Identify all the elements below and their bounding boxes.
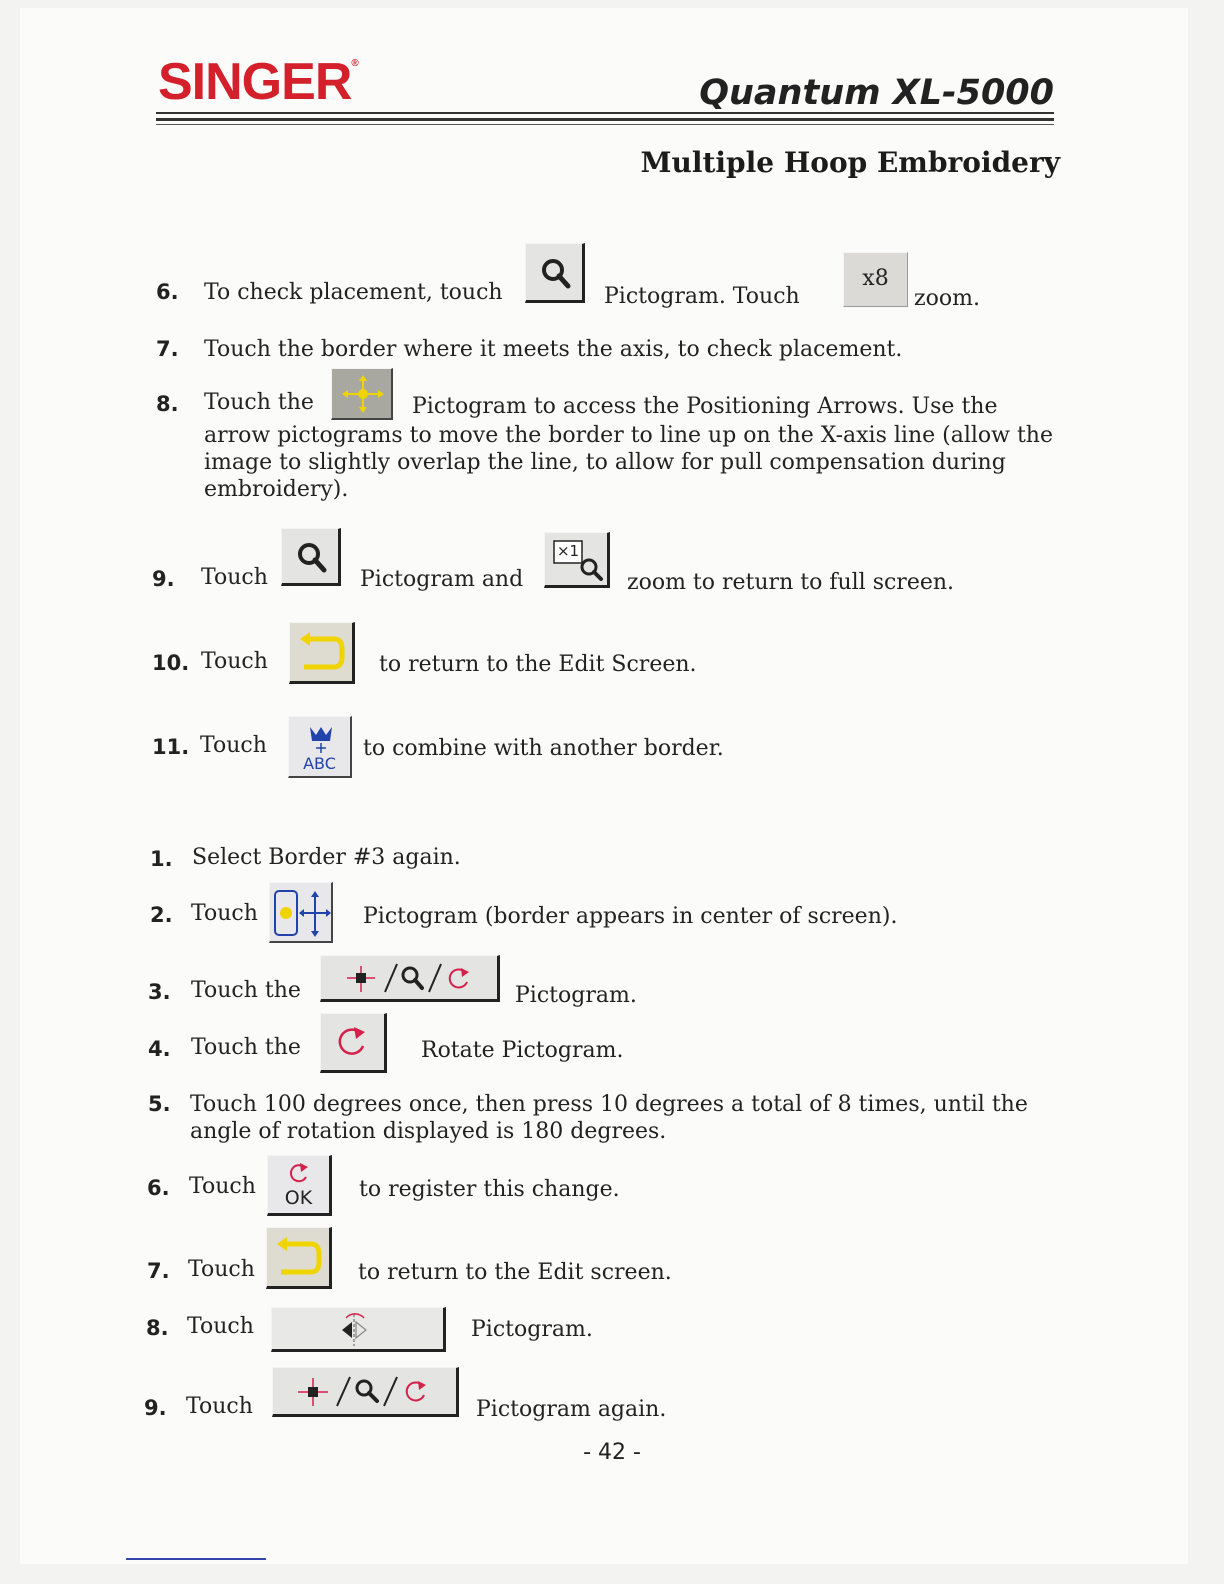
step-number: 7.	[147, 1259, 170, 1283]
step-number: 5.	[148, 1092, 171, 1116]
rotate-ok-icon[interactable]: OK	[267, 1155, 332, 1216]
section-title: Multiple Hoop Embroidery	[640, 146, 1060, 179]
positioning-arrows-icon[interactable]	[331, 368, 393, 420]
step-text: Select Border #3 again.	[192, 845, 461, 870]
step-text: Pictogram to access the Positioning Arrows. Use the	[412, 394, 998, 419]
step-text: Pictogram.	[515, 983, 637, 1008]
center-border-icon[interactable]	[269, 882, 333, 943]
step-text: Touch the	[191, 978, 301, 1003]
step-text: to return to the Edit screen.	[358, 1260, 672, 1285]
step-text: Touch 100 degrees once, then press 10 degrees a total of 8 times, until the angle of rotation displayed is 180 degrees.	[190, 1092, 1028, 1144]
step-text: Touch the	[191, 1035, 301, 1060]
step-number: 1.	[150, 847, 173, 871]
step-text: Pictogram (border appears in center of screen).	[363, 904, 898, 929]
step-number: 9.	[152, 567, 175, 591]
step-number: 7.	[156, 337, 179, 361]
step-text: zoom to return to full screen.	[627, 570, 955, 595]
zoom-x8-button[interactable]: x8	[843, 252, 908, 307]
step-text: Pictogram. Touch	[604, 284, 800, 309]
step-text: Touch the	[204, 390, 314, 415]
step-text: Touch the border where it meets the axis, to check placement.	[204, 337, 903, 362]
zoom-magnifier-icon[interactable]	[525, 243, 585, 303]
model-name: Quantum XL-5000	[699, 73, 1054, 113]
step-number: 3.	[148, 980, 171, 1004]
step-text: arrow pictograms to move the border to line up on the X-axis line (allow the image to slightly overlap the line, to allow for pull compensation during embroidery).	[204, 423, 1053, 502]
step-text: Touch	[186, 1394, 253, 1419]
zoom-x1-icon[interactable]: ×1	[544, 532, 610, 588]
return-arrow-icon[interactable]	[266, 1227, 332, 1289]
page-number: - 42 -	[583, 1440, 641, 1465]
rotate-icon[interactable]	[320, 1013, 387, 1073]
step-text: zoom.	[914, 286, 980, 311]
step-text: Touch	[191, 901, 258, 926]
step-number: 2.	[150, 903, 173, 927]
step-text: Touch	[188, 1257, 255, 1282]
step-text: Pictogram.	[471, 1317, 593, 1342]
brand-logo: SINGER®	[158, 53, 358, 111]
step-number: 11.	[152, 735, 190, 759]
step-text: Touch	[201, 649, 268, 674]
step-number: 8.	[146, 1316, 169, 1340]
step-number: 6.	[156, 280, 179, 304]
mirror-flip-icon[interactable]	[271, 1307, 446, 1352]
step-text: To check placement, touch	[204, 280, 503, 305]
step-text: Touch	[187, 1314, 254, 1339]
return-arrow-icon[interactable]	[289, 622, 355, 684]
step-text: to combine with another border.	[363, 736, 724, 761]
step-number: 6.	[147, 1176, 170, 1200]
move-zoom-rotate-icon[interactable]	[320, 955, 500, 1002]
combine-abc-icon[interactable]: ABC	[288, 716, 352, 778]
header-rule	[156, 118, 1054, 121]
step-text: Touch	[189, 1174, 256, 1199]
move-zoom-rotate-icon[interactable]	[272, 1367, 459, 1417]
step-text: to return to the Edit Screen.	[379, 652, 697, 677]
step-number: 8.	[156, 392, 179, 416]
step-text: Rotate Pictogram.	[421, 1038, 624, 1063]
step-text: Pictogram and	[360, 567, 524, 592]
header-rule	[156, 112, 1054, 114]
step-text: Touch	[200, 733, 267, 758]
zoom-magnifier-icon[interactable]	[281, 528, 341, 586]
scan-edge-line	[126, 1558, 266, 1560]
step-number: 9.	[144, 1396, 167, 1420]
step-number: 4.	[148, 1037, 171, 1061]
step-number: 10.	[152, 651, 190, 675]
step-text: to register this change.	[359, 1177, 620, 1202]
step-text: Pictogram again.	[476, 1397, 667, 1422]
step-text: Touch	[201, 565, 268, 590]
header-rule	[156, 124, 1054, 125]
